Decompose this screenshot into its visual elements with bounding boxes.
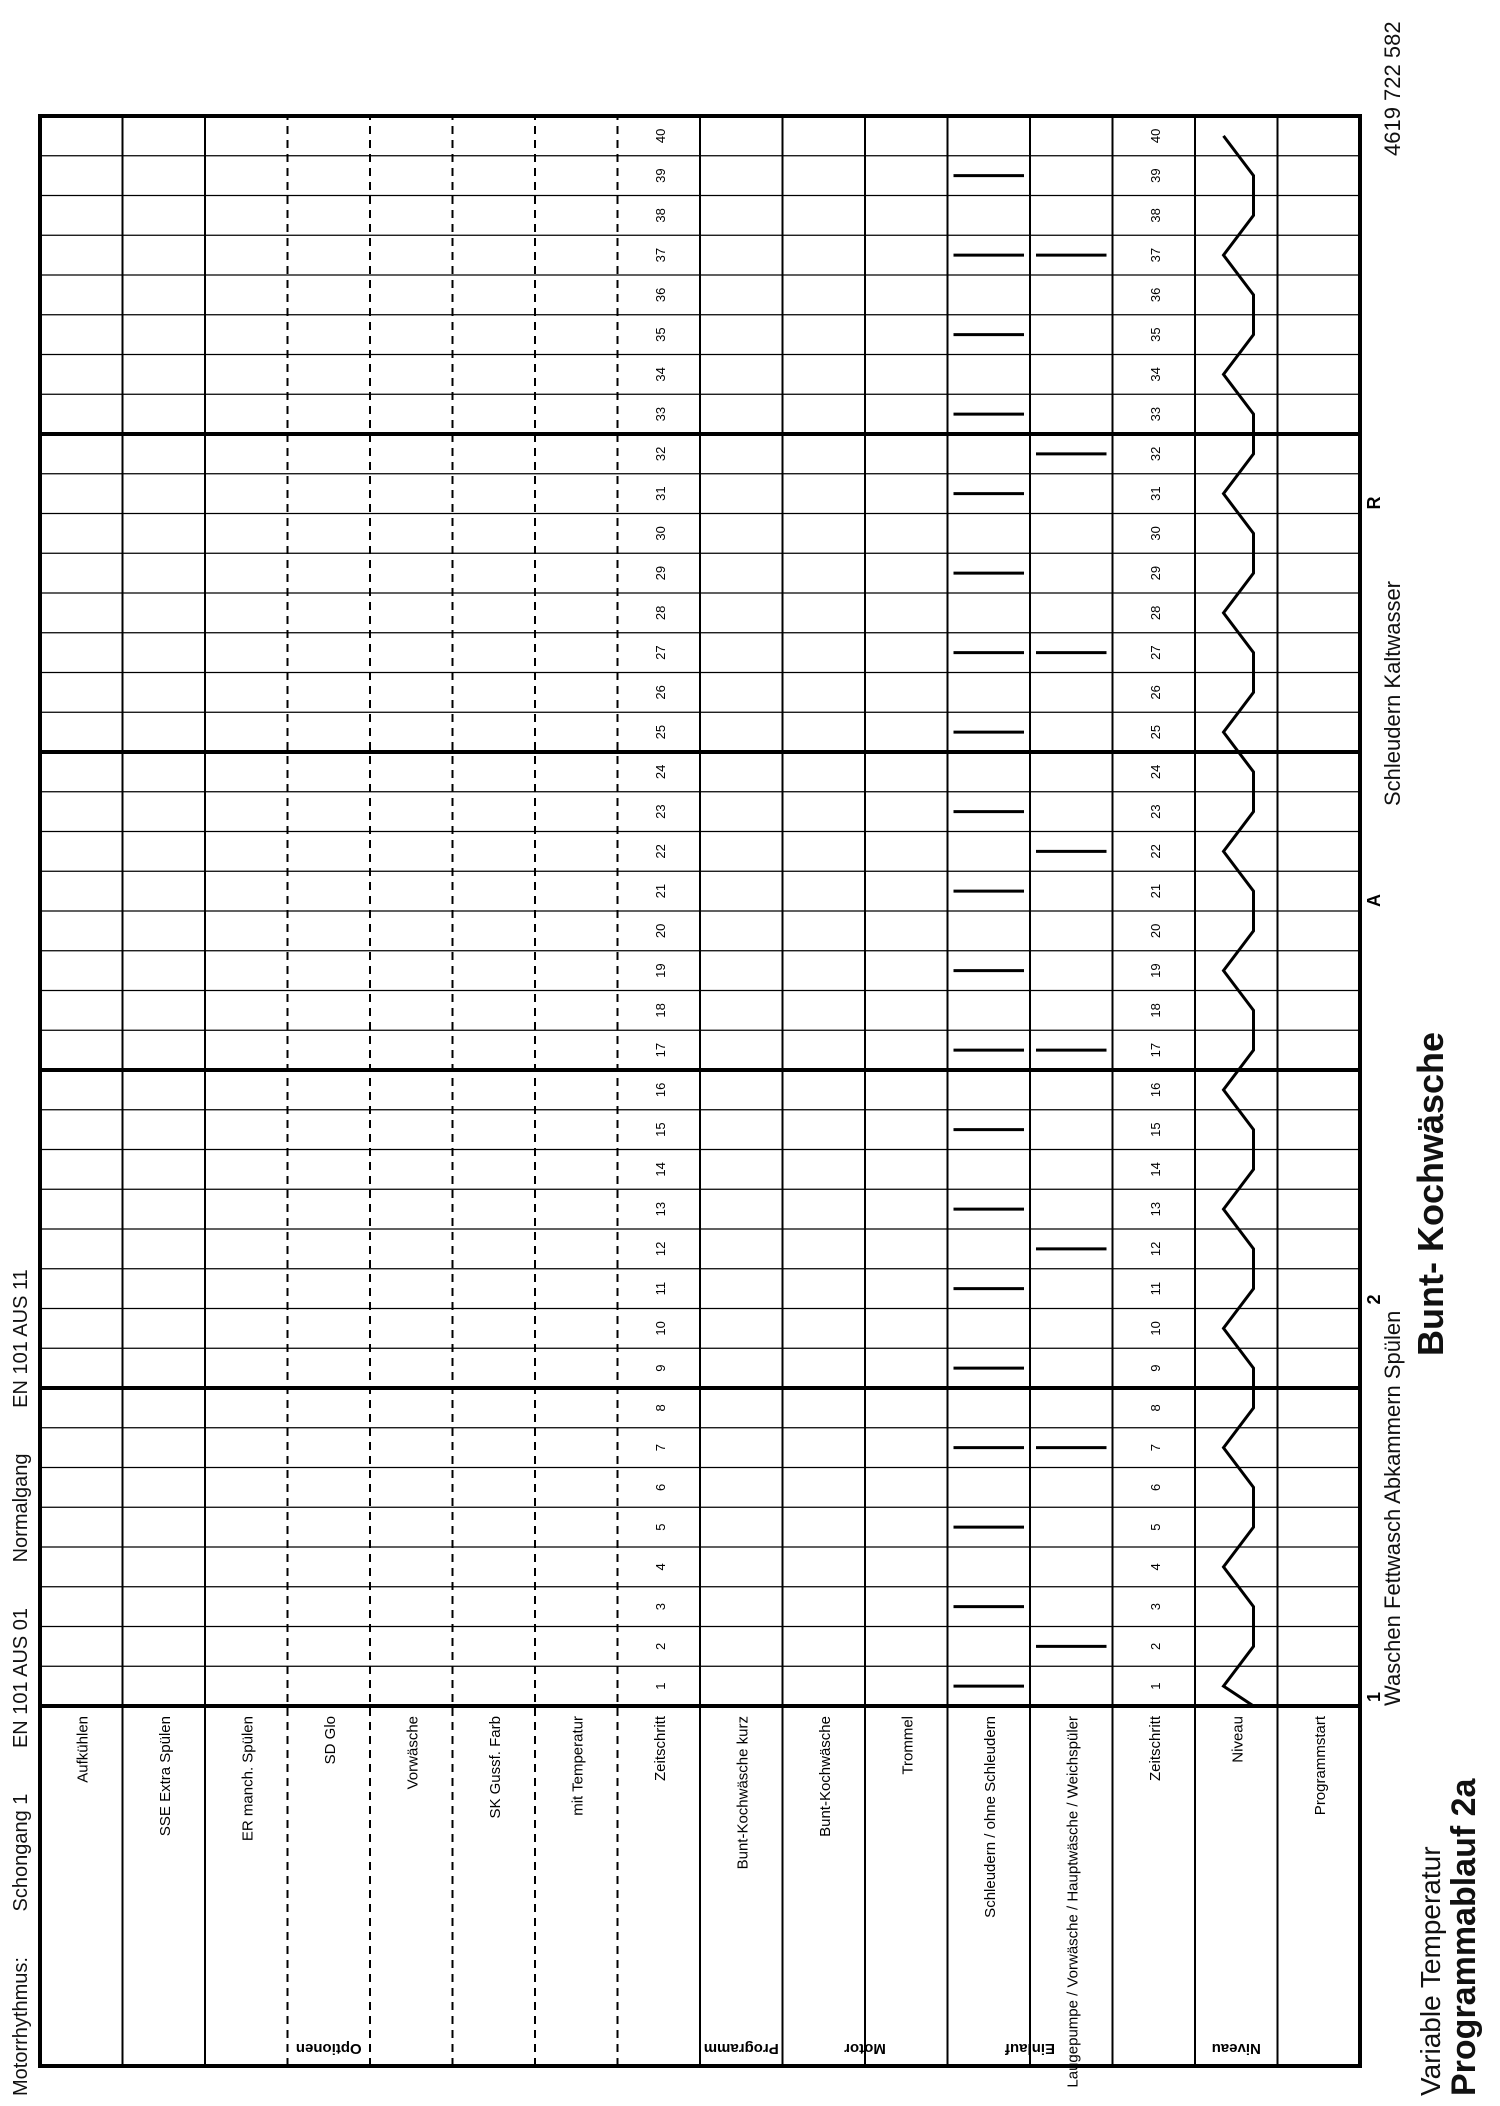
side-label: Programm xyxy=(703,2040,779,2057)
step-label: 29 xyxy=(652,565,668,581)
step-label: 33 xyxy=(652,406,668,422)
step-label: 25 xyxy=(1147,724,1163,740)
footer-label: Motorrhythmus: xyxy=(10,1957,32,2096)
step-label: 6 xyxy=(652,1483,668,1491)
step-label: 24 xyxy=(652,764,668,780)
step-label: 4 xyxy=(652,1563,668,1571)
row-label: SD Glo xyxy=(321,1716,339,1765)
step-label: 16 xyxy=(652,1082,668,1098)
step-label: 39 xyxy=(1147,168,1163,183)
step-label: 30 xyxy=(1147,526,1163,541)
step-label: 11 xyxy=(652,1281,668,1296)
step-label: 36 xyxy=(1147,287,1163,303)
level-line xyxy=(1224,136,1254,1706)
step-label: 1 xyxy=(1147,1682,1163,1690)
step-label: 6 xyxy=(1147,1483,1163,1491)
step-label: 10 xyxy=(652,1321,668,1336)
step-label: 31 xyxy=(1147,486,1163,501)
row-label: Niveau xyxy=(1229,1716,1247,1763)
row-label: Trommel xyxy=(899,1716,917,1775)
step-label: 13 xyxy=(652,1201,668,1217)
row-label: Bunt-Kochwäsche xyxy=(816,1716,834,1837)
row-label: mit Temperatur xyxy=(569,1716,587,1816)
step-label: 33 xyxy=(1147,406,1163,422)
product-title: Bunt- Kochwäsche xyxy=(1410,1031,1451,1356)
row-label: Laugepumpe / Vorwäsche / Hauptwäsche / Weichspüler xyxy=(1064,1716,1082,2088)
step-label: 8 xyxy=(652,1404,668,1412)
step-label: 2 xyxy=(652,1642,668,1650)
step-label: 31 xyxy=(652,486,668,501)
step-label: 32 xyxy=(652,446,668,462)
step-label: 34 xyxy=(652,367,668,382)
row-label: Schleudern / ohne Schleudern xyxy=(981,1716,999,1918)
footer-item: EN 101 AUS 01 xyxy=(10,1607,32,1749)
step-label: 9 xyxy=(652,1364,668,1372)
step-label: 35 xyxy=(1147,327,1163,342)
step-label: 12 xyxy=(652,1241,668,1257)
step-label: 20 xyxy=(1147,923,1163,939)
footer-item: Normalgang xyxy=(10,1453,32,1563)
step-label: 37 xyxy=(1147,247,1163,263)
step-label: 10 xyxy=(1147,1321,1163,1336)
footer-item: EN 101 AUS 11 xyxy=(10,1269,32,1408)
page-subtitle: Variable Temperatur xyxy=(1415,1846,1446,2096)
step-label: 16 xyxy=(1147,1082,1163,1098)
legend-line-1: Waschen Fettwasch Abkammern Spülen xyxy=(1380,1310,1405,1706)
step-label: 39 xyxy=(652,168,668,183)
step-label: 22 xyxy=(652,844,668,859)
step-label: 26 xyxy=(652,685,668,700)
step-label: 2 xyxy=(1147,1642,1163,1650)
side-label: Niveau xyxy=(1211,2040,1261,2057)
step-label: 24 xyxy=(1147,764,1163,780)
step-label: 36 xyxy=(652,287,668,303)
footer-item: Schongang 1 xyxy=(10,1793,32,1912)
step-label: 5 xyxy=(1147,1523,1163,1531)
row-label: SK Gussf. Farb xyxy=(486,1716,504,1819)
step-label: 4 xyxy=(1147,1563,1163,1571)
step-label: 34 xyxy=(1147,367,1163,382)
step-label: 17 xyxy=(1147,1042,1163,1058)
step-label: 21 xyxy=(1147,883,1163,899)
step-label: 25 xyxy=(652,724,668,740)
step-label: 1 xyxy=(652,1682,668,1690)
row-label: Bunt-Kochwäsche kurz xyxy=(734,1716,752,1870)
section-marker: 1 xyxy=(1364,1691,1384,1702)
step-label: 8 xyxy=(1147,1404,1163,1412)
side-label: Einlauf xyxy=(1004,2040,1056,2057)
step-label: 14 xyxy=(1147,1162,1163,1177)
step-label: 19 xyxy=(652,963,668,978)
step-label: 15 xyxy=(1147,1122,1163,1137)
step-label: 19 xyxy=(1147,963,1163,978)
row-label: Zeitschritt xyxy=(1146,1716,1164,1782)
step-label: 22 xyxy=(1147,844,1163,859)
step-label: 27 xyxy=(1147,645,1163,660)
section-marker: A xyxy=(1364,894,1384,907)
section-marker: 2 xyxy=(1364,1294,1384,1305)
step-label: 12 xyxy=(1147,1241,1163,1257)
side-label: Motor xyxy=(844,2040,886,2057)
step-label: 40 xyxy=(652,128,668,144)
row-label: Programmstart xyxy=(1311,1716,1329,1816)
step-label: 30 xyxy=(652,526,668,541)
step-label: 14 xyxy=(652,1162,668,1177)
step-label: 28 xyxy=(1147,605,1163,621)
step-label: 37 xyxy=(652,247,668,263)
step-label: 9 xyxy=(1147,1364,1163,1372)
step-label: 27 xyxy=(652,645,668,660)
step-label: 32 xyxy=(1147,446,1163,462)
side-label: Optionen xyxy=(295,2040,362,2057)
step-label: 29 xyxy=(1147,565,1163,581)
step-label: 23 xyxy=(1147,804,1163,819)
legend-line-2: Schleudern Kaltwasser xyxy=(1380,580,1405,806)
step-label: 11 xyxy=(1147,1281,1163,1296)
step-label: 21 xyxy=(652,883,668,899)
step-label: 17 xyxy=(652,1042,668,1058)
step-label: 23 xyxy=(652,804,668,819)
step-label: 38 xyxy=(652,208,668,223)
step-label: 35 xyxy=(652,327,668,342)
step-label: 18 xyxy=(652,1003,668,1018)
page-title: Programmablauf 2a xyxy=(1445,1778,1483,2096)
step-label: 38 xyxy=(1147,208,1163,223)
row-label: Aufkühlen xyxy=(74,1716,92,1783)
row-label: ER manch. Spülen xyxy=(239,1716,257,1842)
step-label: 3 xyxy=(652,1603,668,1611)
step-label: 13 xyxy=(1147,1201,1163,1217)
row-label: SSE Extra Spülen xyxy=(156,1716,174,1837)
step-label: 7 xyxy=(652,1444,668,1452)
row-label: Zeitschritt xyxy=(651,1716,669,1782)
step-label: 18 xyxy=(1147,1003,1163,1018)
step-label: 40 xyxy=(1147,128,1163,144)
step-label: 20 xyxy=(652,923,668,939)
row-label: Vorwäsche xyxy=(404,1716,422,1790)
step-label: 3 xyxy=(1147,1603,1163,1611)
step-label: 28 xyxy=(652,605,668,621)
step-label: 5 xyxy=(652,1523,668,1531)
section-marker: R xyxy=(1364,496,1384,510)
step-label: 15 xyxy=(652,1122,668,1137)
step-label: 26 xyxy=(1147,685,1163,700)
document-number: 4619 722 582 xyxy=(1380,21,1405,156)
step-label: 7 xyxy=(1147,1444,1163,1452)
